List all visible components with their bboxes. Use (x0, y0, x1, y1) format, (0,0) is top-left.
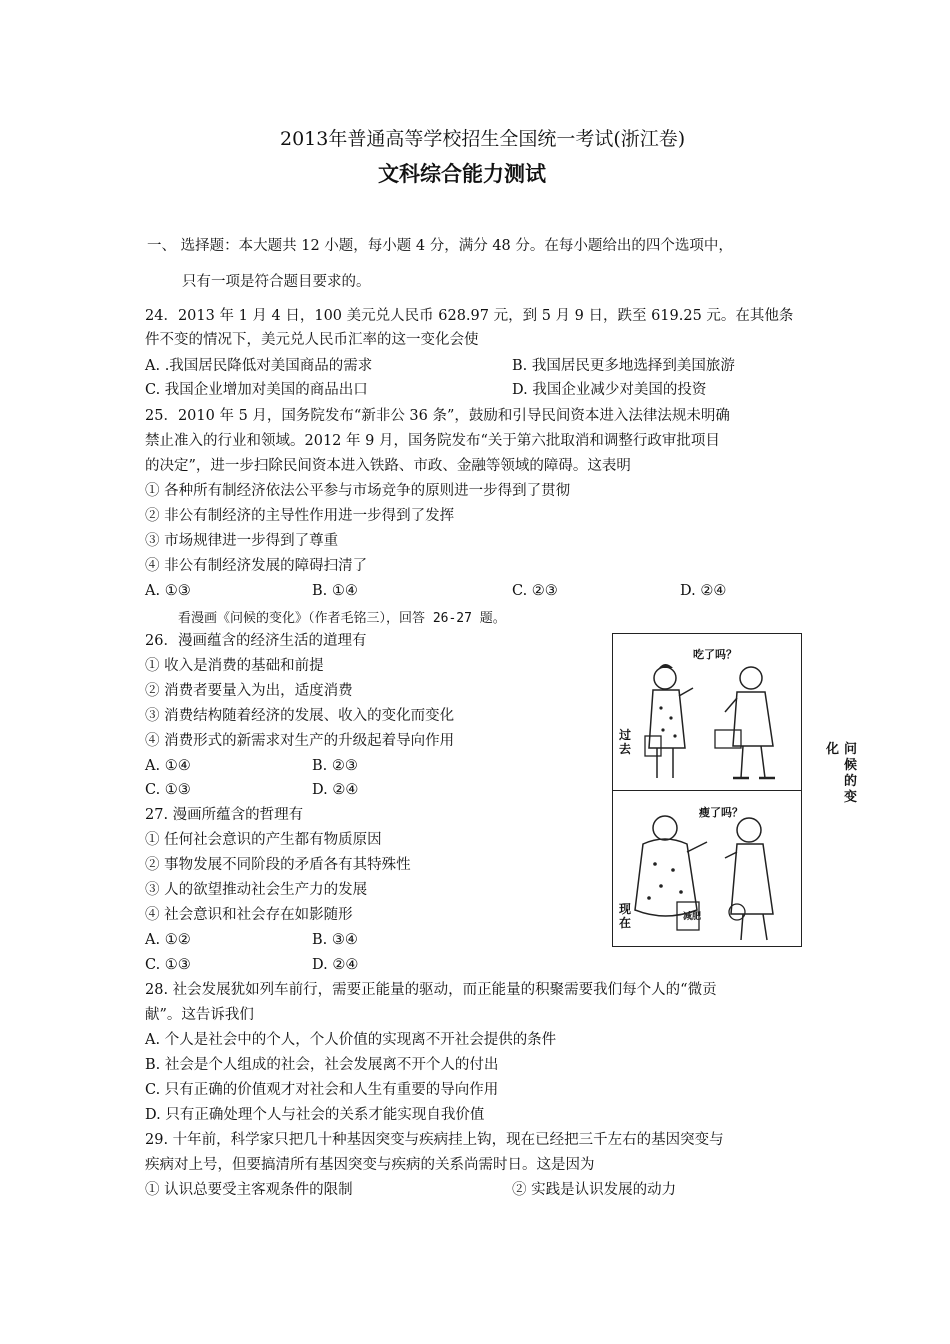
q28-option-c: C. 只有正确的价值观才对社会和人生有重要的导向作用 (145, 1082, 499, 1098)
q25-item-4: ④ 非公有制经济发展的障碍扫清了 (145, 558, 368, 574)
q25-stem: 25．2010 年 5 月，国务院发布“新非公 36 条”，鼓励和引导民间资本进入法律法规未明确 (145, 408, 730, 424)
cartoon-figures-present (613, 794, 799, 944)
q28-option-b: B. 社会是个人组成的社会，社会发展离不开个人的付出 (145, 1057, 499, 1073)
q24-option-d: D. 我国企业减少对美国的投资 (512, 382, 707, 398)
q26-item-4: ④ 消费形式的新需求对生产的升级起着导向作用 (145, 733, 455, 749)
q27-option-a: A. ①② (145, 932, 191, 948)
cartoon-panel-label-present: 现在 (619, 902, 632, 930)
q25-item-1: ① 各种所有制经济依法公平参与市场竞争的原则进一步得到了贯彻 (145, 483, 571, 499)
q29-item-1: ① 认识总要受主客观条件的限制 (145, 1182, 353, 1198)
q29-item-2: ② 实践是认识发展的动力 (512, 1182, 677, 1198)
q25-item-3: ③ 市场规律进一步得到了尊重 (145, 533, 339, 549)
q29-stem: 29. 十年前，科学家只把几十种基因突变与疾病挂上钩，现在已经把三千左右的基因突变与 (145, 1132, 724, 1148)
q27-option-b: B. ③④ (312, 932, 358, 948)
q25-option-d: D. ②④ (680, 583, 727, 599)
q27-item-3: ③ 人的欲望推动社会生产力的发展 (145, 882, 368, 898)
q28-stem-cont: 献”。这告诉我们 (145, 1007, 254, 1023)
q26-item-1: ① 收入是消费的基础和前提 (145, 658, 324, 674)
q24-stem: 24．2013 年 1 月 4 日，100 美元兑人民币 628.97 元，到 5 月 9 日，跌至 619.25 元。在其他条 (145, 308, 794, 324)
cartoon-illustration (612, 633, 802, 947)
section-instruction: 一、 选择题：本大题共 12 小题，每小题 4 分，满分 48 分。在每小题给出的四个选项中， (147, 238, 733, 254)
cartoon-speech-bubble-bottom: 瘦了吗？ (699, 806, 743, 819)
cartoon-divider (613, 790, 801, 791)
q26-item-3: ③ 消费结构随着经济的发展、收入的变化而变化 (145, 708, 455, 724)
q26-option-d: D. ②④ (312, 782, 359, 798)
q25-stem-cont: 禁止准入的行业和领域。2012 年 9 月，国务院发布“关于第六批取消和调整行政审批项目 (145, 433, 720, 449)
q27-item-4: ④ 社会意识和社会存在如影随形 (145, 907, 353, 923)
q25-option-b: B. ①④ (312, 583, 358, 599)
q27-option-d: D. ②④ (312, 957, 359, 973)
q26-stem: 26．漫画蕴含的经济生活的道理有 (145, 633, 367, 649)
cartoon-side-title-col1: 问候的变 (844, 742, 858, 805)
q28-option-a: A. 个人是社会中的个人，个人价值的实现离不开社会提供的条件 (145, 1032, 557, 1048)
cartoon-intro: 看漫画《问候的变化》（作者毛铭三），回答 26-27 题。 (178, 611, 506, 626)
q25-option-a: A. ①③ (145, 583, 191, 599)
cartoon-figures-past (613, 638, 799, 788)
q25-option-c: C. ②③ (512, 583, 558, 599)
q27-option-c: C. ①③ (145, 957, 191, 973)
q24-option-b: B. 我国居民更多地选择到美国旅游 (512, 358, 735, 374)
q26-option-c: C. ①③ (145, 782, 191, 798)
q27-item-1: ① 任何社会意识的产生都有物质原因 (145, 832, 382, 848)
exam-title: 2013年普通高等学校招生全国统一考试(浙江卷) (280, 128, 686, 150)
cartoon-bag-label: 减肥 (683, 912, 702, 922)
q26-option-a: A. ①④ (145, 758, 191, 774)
q24-option-c: C. 我国企业增加对美国的商品出口 (145, 382, 368, 398)
q26-item-2: ② 消费者要量入为出，适度消费 (145, 683, 353, 699)
q28-stem: 28. 社会发展犹如列车前行，需要正能量的驱动，而正能量的积聚需要我们每个人的“微贡 (145, 982, 717, 998)
q24-option-a: A. .我国居民降低对美国商品的需求 (145, 358, 373, 374)
cartoon-speech-bubble-top: 吃了吗？ (693, 648, 737, 661)
section-instruction-cont: 只有一项是符合题目要求的。 (182, 274, 371, 290)
q27-stem: 27. 漫画所蕴含的哲理有 (145, 807, 304, 823)
q27-item-2: ② 事物发展不同阶段的矛盾各有其特殊性 (145, 857, 411, 873)
cartoon-panel-label-past: 过去 (619, 728, 632, 756)
q25-stem-cont2: 的决定”，进一步扫除民间资本进入铁路、市政、金融等领域的障碍。这表明 (145, 458, 631, 474)
q25-item-2: ② 非公有制经济的主导性作用进一步得到了发挥 (145, 508, 455, 524)
q26-option-b: B. ②③ (312, 758, 358, 774)
cartoon-side-title: 化 (826, 742, 840, 757)
q24-stem-cont: 件不变的情况下，美元兑人民币汇率的这一变化会使 (145, 332, 479, 348)
subject-title: 文科综合能力测试 (378, 162, 546, 186)
q29-stem-cont: 疾病对上号，但要搞清所有基因突变与疾病的关系尚需时日。这是因为 (145, 1157, 595, 1173)
q28-option-d: D. 只有正确处理个人与社会的关系才能实现自我价值 (145, 1107, 485, 1123)
